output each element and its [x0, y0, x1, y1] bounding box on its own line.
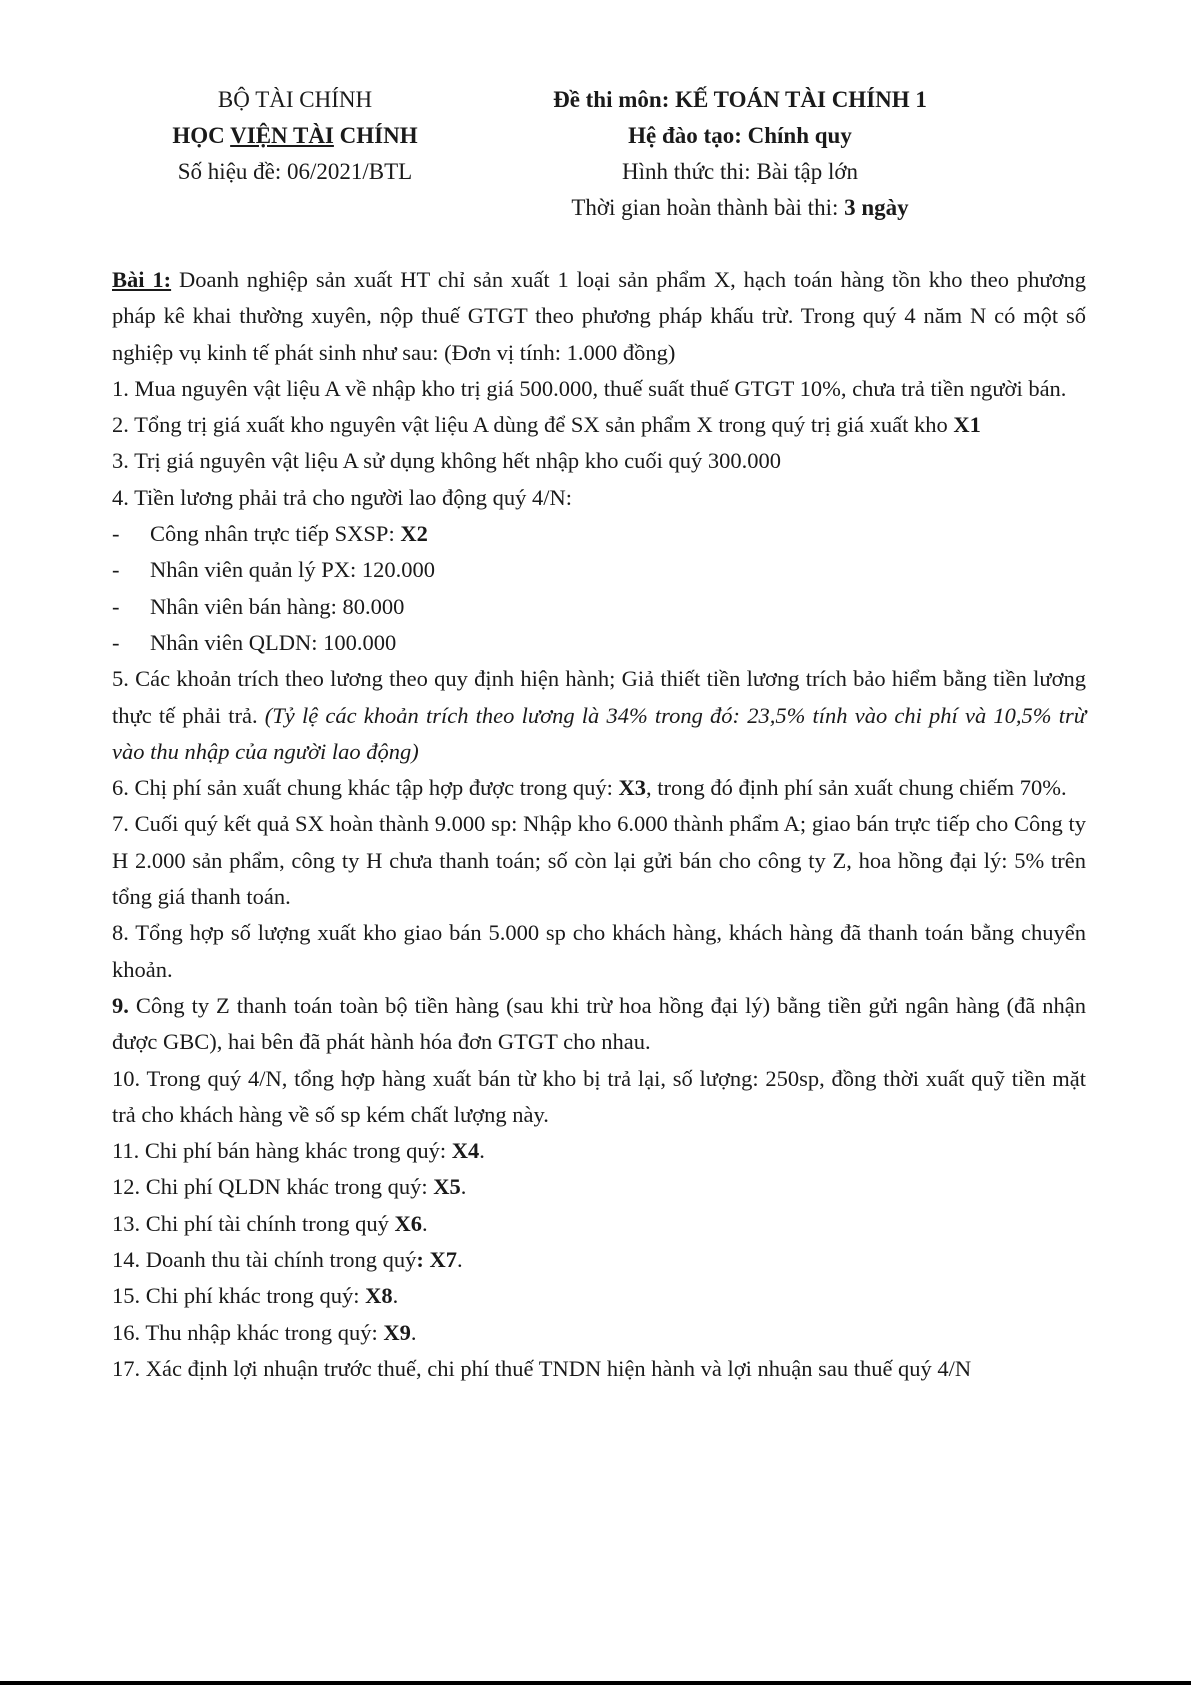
list-item: 8. Tổng hợp số lượng xuất kho giao bán 5.000 sp cho khách hàng, khách hàng đã thanh toán bằng chuyển khoản.: [112, 920, 1086, 982]
sub-list-item: - Nhân viên bán hàng: 80.000: [112, 593, 405, 619]
exercise-body: [112, 262, 1086, 1387]
list-item: 14. Doanh thu tài chính trong quý: X7.: [112, 1247, 463, 1273]
list-item: 7. Cuối quý kết quả SX hoàn thành 9.000 sp: Nhập kho 6.000 thành phẩm A; giao bán trực tiếp cho Công ty H 2.000 sản phẩm, công ty H chưa thanh toán; số còn lại gửi bán cho công ty Z, hoa hồng đại lý: 5% trên tổng giá thanh toán.: [112, 811, 1086, 910]
list-item: 6. Chị phí sản xuất chung khác tập hợp được trong quý: X3, trong đó định phí sản xuất chung chiếm 70%.: [112, 775, 1067, 801]
exam-code: Số hiệu đề: 06/2021/BTL: [177, 159, 413, 184]
list-item: 9. Công ty Z thanh toán toàn bộ tiền hàng (sau khi trừ hoa hồng đại lý) bằng tiền gửi ngân hàng (đã nhận được GBC), hai bên đã phát hành hóa đơn GTGT cho nhau.: [112, 992, 1086, 1055]
academy-name: HỌC VIỆN TÀI CHÍNH: [172, 123, 418, 148]
header-left: [140, 82, 450, 190]
list-item: 5. Các khoản trích theo lương theo quy định hiện hành; Giả thiết tiền lương trích bảo hiểm bằng tiền lương thực tế phải trả. (Tỷ lệ các khoản trích theo lương là 34% trong đó: 23,5% tính vào chi phí và 10,5% trừ vào thu nhập của người lao động): [112, 666, 1087, 764]
header-right: [520, 82, 960, 226]
exercise-intro: Bài 1: Doanh nghiệp sản xuất HT chỉ sản xuất 1 loại sản phẩm X, hạch toán hàng tồn kho theo phương pháp kê khai thường xuyên, nộp thuế GTGT theo phương pháp khấu trừ. Trong quý 4 năm N có một số nghiệp vụ kinh tế phát sinh như sau: (Đơn vị tính: 1.000 đồng): [112, 267, 1086, 365]
exam-duration: Thời gian hoàn thành bài thi: 3 ngày: [571, 195, 909, 220]
list-item: 12. Chi phí QLDN khác trong quý: X5.: [112, 1174, 467, 1200]
list-item: 2. Tổng trị giá xuất kho nguyên vật liệu A dùng để SX sản phẩm X trong quý trị giá xuất kho X1: [112, 412, 981, 438]
list-item: 13. Chi phí tài chính trong quý X6.: [112, 1210, 428, 1236]
list-item: 16. Thu nhập khác trong quý: X9.: [112, 1319, 417, 1345]
list-item: 15. Chi phí khác trong quý: X8.: [112, 1283, 399, 1309]
list-item: 4. Tiền lương phải trả cho người lao động quý 4/N:: [112, 484, 573, 510]
training-program: Hệ đào tạo: Chính quy: [628, 123, 852, 148]
exam-format: Hình thức thi: Bài tập lớn: [621, 159, 859, 184]
list-item: 10. Trong quý 4/N, tổng hợp hàng xuất bán từ kho bị trả lại, số lượng: 250sp, đồng thời xuất quỹ tiền mặt trả cho khách hàng về số sp kém chất lượng này.: [112, 1065, 1086, 1127]
list-item: 1. Mua nguyên vật liệu A về nhập kho trị giá 500.000, thuế suất thuế GTGT 10%, chưa trả tiền người bán.: [112, 375, 1067, 401]
exercise-title: Bài 1:: [112, 267, 172, 292]
ministry-name: BỘ TÀI CHÍNH: [217, 87, 373, 112]
list-item: 17. Xác định lợi nhuận trước thuế, chi phí thuế TNDN hiện hành và lợi nhuận sau thuế quý 4/N: [112, 1355, 972, 1381]
exam-subject: Đề thi môn: KẾ TOÁN TÀI CHÍNH 1: [553, 87, 927, 112]
list-item: 11. Chi phí bán hàng khác trong quý: X4.: [112, 1138, 485, 1164]
list-item: 3. Trị giá nguyên vật liệu A sử dụng không hết nhập kho cuối quý 300.000: [112, 448, 782, 474]
sub-list-item: - Công nhân trực tiếp SXSP: X2: [112, 521, 428, 547]
sub-list-item: - Nhân viên QLDN: 100.000: [112, 629, 397, 655]
sub-list-item: - Nhân viên quản lý PX: 120.000: [112, 557, 435, 583]
page-bottom-border: [0, 1681, 1191, 1685]
